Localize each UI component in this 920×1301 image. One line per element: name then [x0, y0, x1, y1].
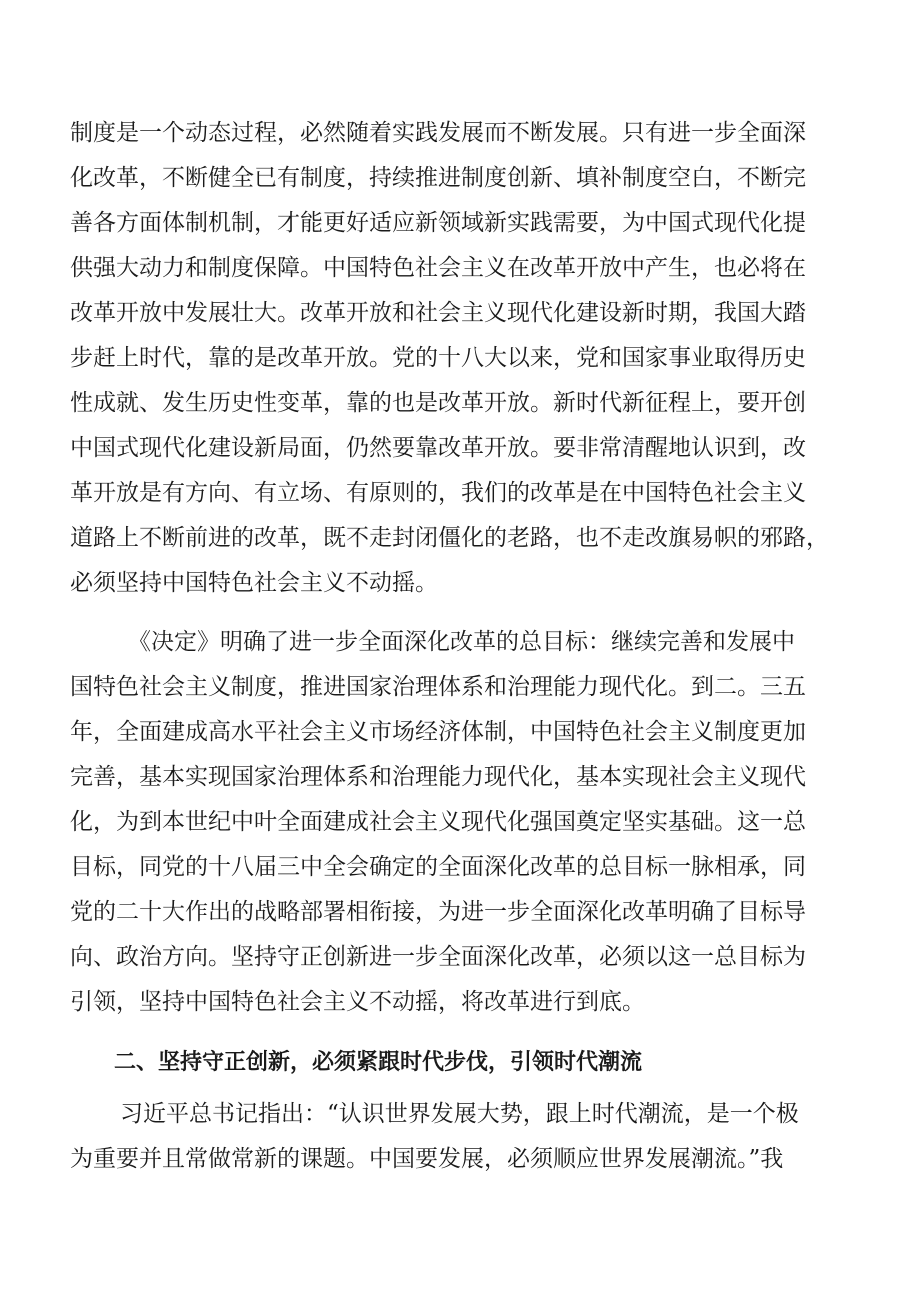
paragraph-3 [70, 1092, 860, 1182]
text-line: 年，全面建成高水平社会主义市场经济体制，中国特色社会主义制度更加 [70, 719, 806, 745]
text-line: 为重要并且常做常新的课题。中国要发展，必须顺应世界发展潮流。”我 [70, 1146, 784, 1172]
text-line: 完善，基本实现国家治理体系和治理能力现代化，基本实现社会主义现代 [70, 764, 806, 790]
section-heading: 二、坚持守正创新，必须紧跟时代步伐，引领时代潮流 [114, 1050, 643, 1075]
text-line: 党的二十大作出的战略部署相衔接，为进一步全面深化改革明确了目标导 [70, 899, 806, 925]
text-line: 目标，同党的十八届三中全会确定的全面深化改革的总目标一脉相承，同 [70, 854, 806, 880]
text-line: 善各方面体制机制，才能更好适应新领域新实践需要，为中国式现代化提 [70, 210, 806, 236]
text-line: 引领，坚持中国特色社会主义不动摇，将改革进行到底。 [70, 989, 645, 1015]
text-line: 向、政治方向。坚持守正创新进一步全面深化改革，必须以这一总目标为 [70, 944, 806, 970]
text-line: 道路上不断前进的改革，既不走封闭僵化的老路，也不走改旗易帜的邪路， [70, 525, 829, 551]
text-line: 习近平总书记指出：“认识世界发展大势，跟上时代潮流，是一个极 [120, 1101, 799, 1127]
text-line: 必须坚持中国特色社会主义不动摇。 [70, 570, 438, 596]
text-line: 国特色社会主义制度，推进国家治理体系和治理能力现代化。到二。三五 [70, 674, 806, 700]
text-line: 步赶上时代，靠的是改革开放。党的十八大以来，党和国家事业取得历史 [70, 345, 806, 371]
text-line: 《决定》明确了进一步全面深化改革的总目标：继续完善和发展中 [128, 629, 795, 655]
text-line: 中国式现代化建设新局面，仍然要靠改革开放。要非常清醒地认识到，改 [70, 435, 806, 461]
text-line: 性成就、发生历史性变革，靠的也是改革开放。新时代新征程上，要开创 [70, 390, 806, 416]
text-line: 供强大动力和制度保障。中国特色社会主义在改革开放中产生，也必将在 [70, 255, 806, 281]
paragraph-1 [70, 111, 860, 606]
text-line: 制度是一个动态过程，必然随着实践发展而不断发展。只有进一步全面深 [70, 120, 806, 146]
text-line: 化，为到本世纪中叶全面建成社会主义现代化强国奠定坚实基础。这一总 [70, 809, 806, 835]
text-line: 革开放是有方向、有立场、有原则的，我们的改革是在中国特色社会主义 [70, 480, 806, 506]
text-line: 化改革，不断健全已有制度，持续推进制度创新、填补制度空白，不断完 [70, 165, 806, 191]
text-line: 改革开放中发展壮大。改革开放和社会主义现代化建设新时期，我国大踏 [70, 300, 806, 326]
paragraph-2 [70, 620, 860, 1025]
